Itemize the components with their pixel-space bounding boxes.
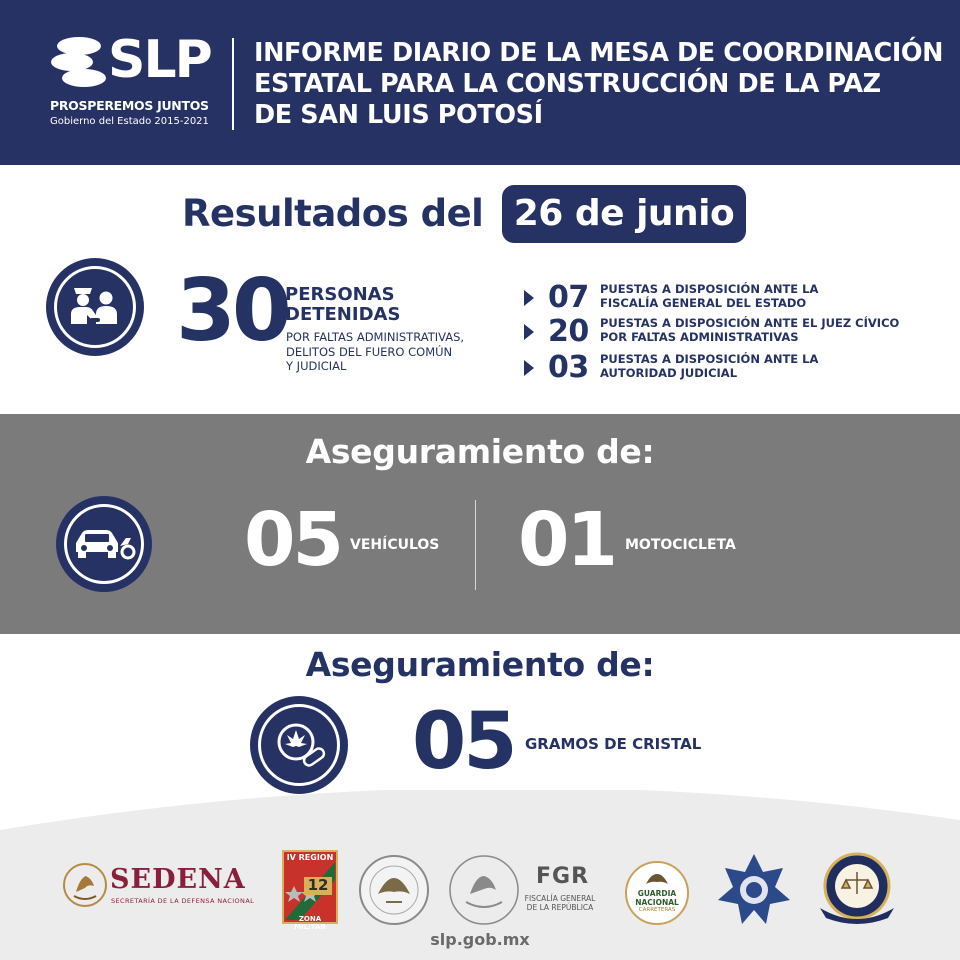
detained-title-line: DETENIDAS [285,304,401,325]
puesta-line: AUTORIDAD JUDICIAL [600,366,738,380]
mexico-coat-of-arms-icon [62,862,108,908]
police-star-badge-icon [716,852,792,928]
vehicles-heading: Aseguramiento de: [305,432,655,471]
drug-label: GRAMOS DE CRISTAL [525,735,702,753]
zona-label: ZONA MILITAR [294,915,326,931]
triangle-right-icon [524,324,534,340]
puesta-line: FISCALÍA GENERAL DEL ESTADO [600,296,807,310]
date-badge: 26 de junio [502,185,746,243]
puesta-line: PUESTAS A DISPOSICIÓN ANTE LA [600,352,819,366]
fgr-subtitle-line: FISCALÍA GENERAL [524,894,596,903]
logo-slogan: PROSPEREMOS JUNTOS [50,98,209,113]
guardia-nacional-text [626,889,688,907]
header-divider [232,38,234,130]
detained-title [285,285,400,325]
report-title-line: INFORME DIARIO DE LA MESA DE COORDINACIÓN [254,38,944,68]
puesta-line: PUESTAS A DISPOSICIÓN ANTE LA [600,282,819,296]
drug-count: 05 [412,697,515,787]
fgr-subtitle-line: DE LA REPÚBLICA [526,903,594,912]
report-title [254,38,944,131]
car-motorcycle-icon [72,522,138,566]
report-title-line: ESTATAL PARA LA CONSTRUCCIÓN DE LA PAZ [254,69,881,99]
estados-unidos-mexicanos-seal-icon [448,854,520,926]
gn-line: GUARDIA [637,889,677,898]
fgr-logo-text: FGR [536,864,590,889]
logo-subtitle: Gobierno del Estado 2015-2021 [50,116,209,127]
puesta-description [600,282,818,310]
vehicles-label: VEHÍCULOS [350,537,440,553]
puesta-description [600,316,899,344]
vehicles-count: 05 [244,497,341,583]
fgr-subtitle [522,894,598,912]
vehicle-seizure-icon [56,496,152,592]
sedena-subtitle: SECRETARÍA DE LA DEFENSA NACIONAL [111,897,255,905]
sedena-logo-text: SEDENA [110,864,246,895]
cannabis-pill-icon [272,718,326,772]
puesta-count: 20 [548,314,589,349]
motorcycle-label: MOTOCICLETA [625,537,736,553]
zona-region-text: IV REGION [286,853,334,862]
triangle-right-icon [524,290,534,306]
puesta-count: 07 [548,280,589,315]
vehicles-divider [475,500,476,590]
detained-desc-line: Y JUDICIAL [286,359,347,373]
drug-seizure-icon [250,696,348,794]
puesta-line: PUESTAS A DISPOSICIÓN ANTE EL JUEZ CÍVICO [600,316,900,330]
zona-number: 12 [307,876,329,894]
guardia-nacional-seal-icon [358,854,430,926]
detained-persons-icon [46,258,144,356]
motorcycle-count: 01 [518,497,615,583]
detained-desc-line: POR FALTAS ADMINISTRATIVAS, [286,330,465,344]
slp-logo-mark-icon [50,36,108,88]
detained-desc-line: DELITOS DEL FUERO COMÚN [286,344,453,359]
gn-line: NACIONAL [635,898,679,907]
puesta-count: 03 [548,350,589,385]
detained-count: 30 [176,261,288,361]
detained-title-line: PERSONAS [285,284,395,305]
slp-logo [48,30,218,136]
header-banner [0,0,960,165]
website-url[interactable]: slp.gob.mx [430,930,530,949]
puesta-line: POR FALTAS ADMINISTRATIVAS [600,330,799,344]
drugs-heading: Aseguramiento de: [305,645,655,684]
guardia-nacional-subtitle: CARRETERAS [638,907,676,913]
fiscalia-estado-seal-icon [818,850,896,926]
report-title-line: DE SAN LUIS POTOSÍ [254,100,543,130]
officer-detainee-icon [68,280,122,334]
results-heading: Resultados del [182,192,484,235]
triangle-right-icon [524,360,534,376]
detained-description [286,330,464,374]
logo-text: SLP [108,30,211,90]
puesta-description [600,352,818,380]
